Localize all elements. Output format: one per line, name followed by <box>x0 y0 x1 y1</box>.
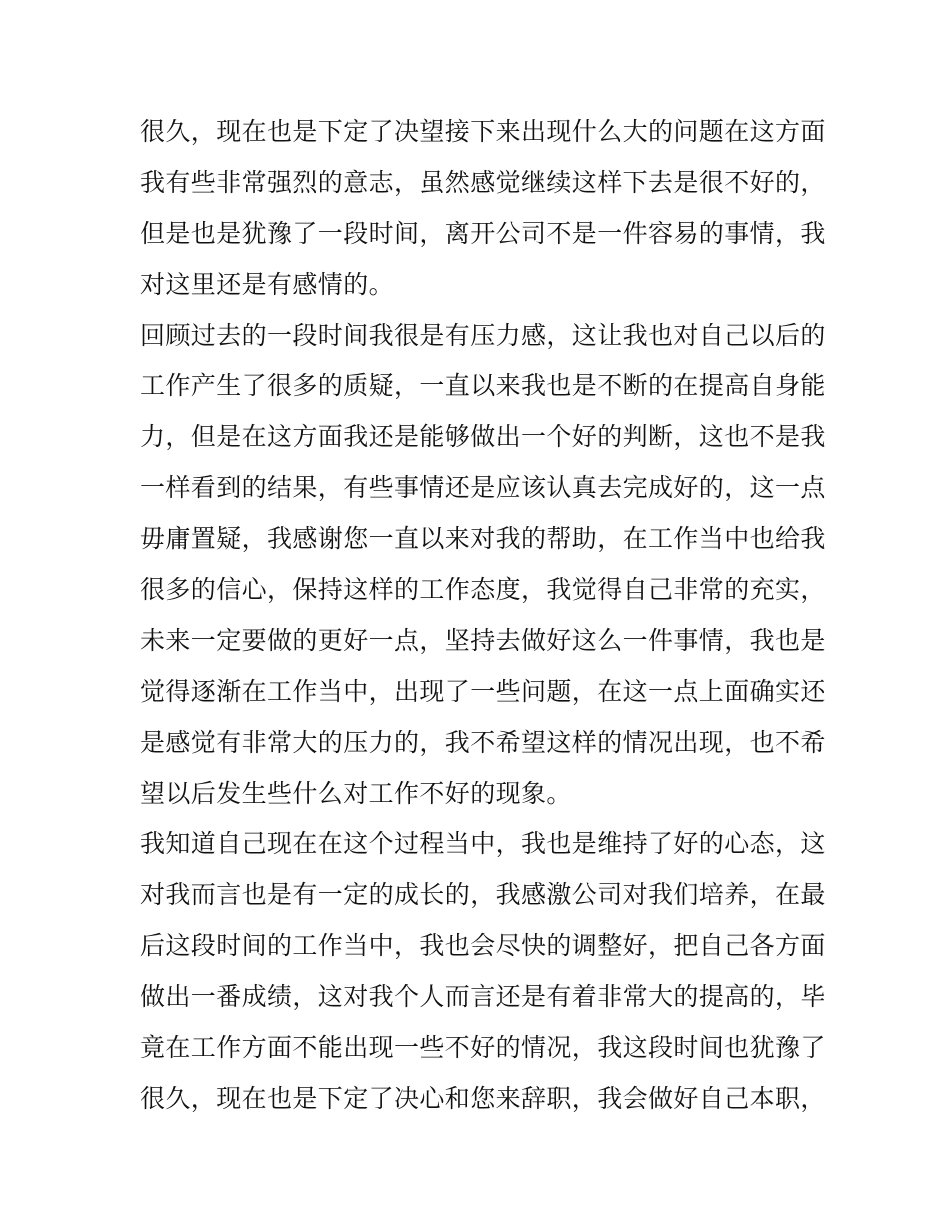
text-line: 后这段时间的工作当中，我也会尽快的调整好，把自己各方面 <box>140 931 826 961</box>
text-line: 回顾过去的一段时间我很是有压力感，这让我也对自己以后的 <box>140 320 826 350</box>
text-line: 对这里还是有感情的。 <box>140 269 395 299</box>
text-line: 一样看到的结果，有些事情还是应该认真去完成好的，这一点 <box>140 473 826 503</box>
text-line: 很多的信心，保持这样的工作态度，我觉得自己非常的充实， <box>140 575 826 605</box>
text-line: 很久，现在也是下定了决心和您来辞职，我会做好自己本职， <box>140 1083 826 1113</box>
text-line: 很久，现在也是下定了决望接下来出现什么大的问题在这方面 <box>140 117 826 146</box>
text-line: 工作产生了很多的质疑，一直以来我也是不断的在提高自身能 <box>140 371 826 401</box>
body-text <box>140 107 830 1125</box>
text-line: 竟在工作方面不能出现一些不好的情况，我这段时间也犹豫了 <box>140 1033 826 1063</box>
text-line: 做出一番成绩，这对我个人而言还是有着非常大的提高的，毕 <box>140 982 826 1012</box>
text-line: 力，但是在这方面我还是能够做出一个好的判断，这也不是我 <box>140 422 826 452</box>
text-line: 毋庸置疑，我感谢您一直以来对我的帮助，在工作当中也给我 <box>140 524 826 554</box>
text-line: 是感觉有非常大的压力的，我不希望这样的情况出现，也不希 <box>140 727 826 757</box>
text-line: 但是也是犹豫了一段时间，离开公司不是一件容易的事情，我 <box>140 218 826 248</box>
text-line: 望以后发生些什么对工作不好的现象。 <box>140 778 572 808</box>
text-line: 对我而言也是有一定的成长的，我感激公司对我们培养，在最 <box>140 880 826 910</box>
text-line: 未来一定要做的更好一点，坚持去做好这么一件事情，我也是 <box>140 625 826 655</box>
text-line: 觉得逐渐在工作当中，出现了一些问题，在这一点上面确实还 <box>140 676 826 706</box>
text-line: 我知道自己现在在这个过程当中，我也是维持了好的心态，这 <box>140 829 826 859</box>
text-line: 我有些非常强烈的意志，虽然感觉继续这样下去是很不好的， <box>140 167 826 197</box>
